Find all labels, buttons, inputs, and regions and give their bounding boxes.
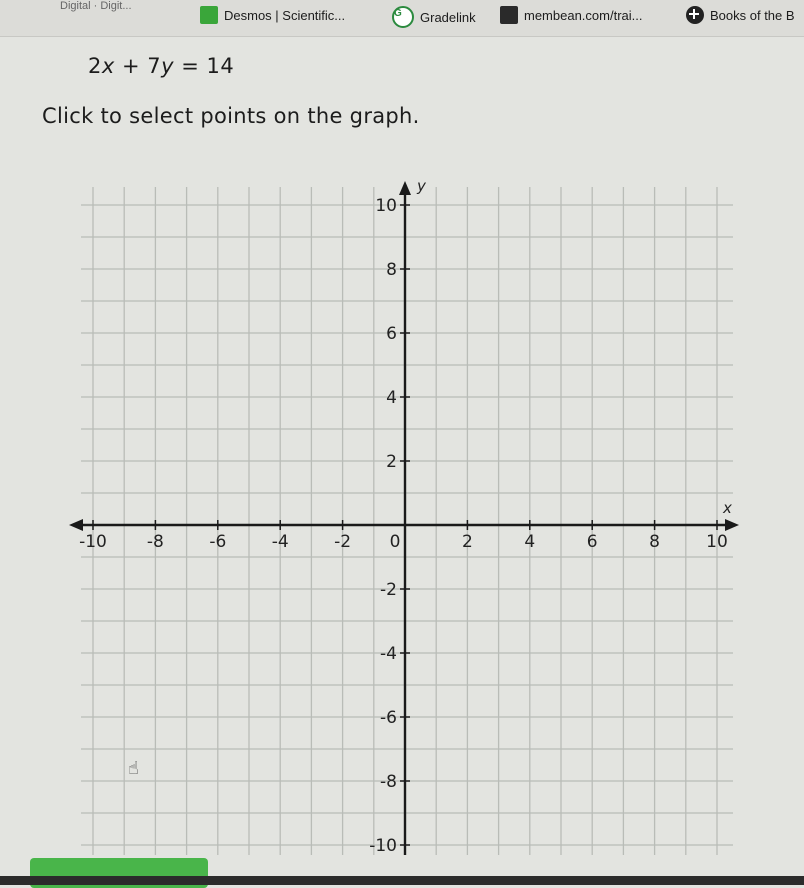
y-tick-label: -6 — [380, 708, 397, 728]
equation-var-y: y — [161, 54, 175, 78]
y-tick-label: 2 — [386, 452, 397, 472]
equation-coef: 2 — [88, 54, 102, 78]
x-axis-arrow-right — [725, 519, 739, 531]
bookmark-membean[interactable] — [500, 6, 643, 24]
bookmark-desmos[interactable] — [200, 6, 345, 24]
x-tick-label: 4 — [524, 532, 536, 552]
bookmark-gradelink[interactable] — [392, 6, 476, 28]
x-axis-label: x — [723, 499, 732, 517]
gradelink-icon: G — [392, 6, 414, 28]
bookmarks-bar — [0, 0, 804, 37]
hand-pointer-icon: ☝ — [128, 758, 139, 778]
books-icon — [686, 6, 704, 24]
equation-var-x: x — [101, 54, 115, 78]
bookmark-digital[interactable] — [60, 0, 132, 12]
x-tick-label: -6 — [209, 532, 227, 552]
y-tick-label: -2 — [380, 580, 397, 600]
y-axis-label: y — [417, 177, 426, 195]
x-axis-arrow-left — [69, 519, 83, 531]
coordinate-grid[interactable] — [0, 150, 804, 855]
y-tick-label: -4 — [380, 644, 397, 664]
x-tick-label: 6 — [586, 532, 598, 552]
y-tick-label: -8 — [380, 772, 397, 792]
bookmark-books[interactable] — [686, 6, 795, 24]
y-tick-label: 8 — [386, 260, 397, 280]
desmos-icon — [200, 6, 218, 24]
instruction-text: Click to select points on the graph. — [42, 104, 420, 128]
y-tick-label: 10 — [375, 196, 397, 216]
bookmark-label: Gradelink — [420, 9, 476, 25]
x-tick-label: -8 — [146, 532, 164, 552]
bookmark-label: Digital · Digit... — [60, 0, 132, 12]
bookmark-label: Desmos | Scientific... — [224, 7, 346, 23]
x-tick-label: 8 — [649, 532, 661, 552]
equation-rhs: = 14 — [174, 54, 235, 78]
y-tick-label: 4 — [386, 388, 397, 408]
screen-bottom-edge — [0, 876, 804, 885]
bookmark-label: Books of the B — [710, 7, 795, 23]
x-tick-label: 0 — [389, 532, 401, 552]
bookmark-label: membean.com/trai... — [524, 7, 643, 23]
y-axis-arrow-up — [399, 181, 411, 195]
membean-icon — [500, 6, 518, 24]
x-tick-label: 2 — [461, 532, 473, 552]
equation-coef: + 7 — [114, 54, 162, 78]
x-tick-label: -2 — [334, 532, 352, 552]
x-tick-label: -4 — [271, 532, 289, 552]
x-tick-label: -10 — [79, 532, 107, 552]
y-tick-label: -10 — [369, 836, 397, 855]
y-tick-label: 6 — [386, 324, 397, 344]
equation — [88, 54, 234, 78]
x-tick-label: 10 — [706, 532, 728, 552]
